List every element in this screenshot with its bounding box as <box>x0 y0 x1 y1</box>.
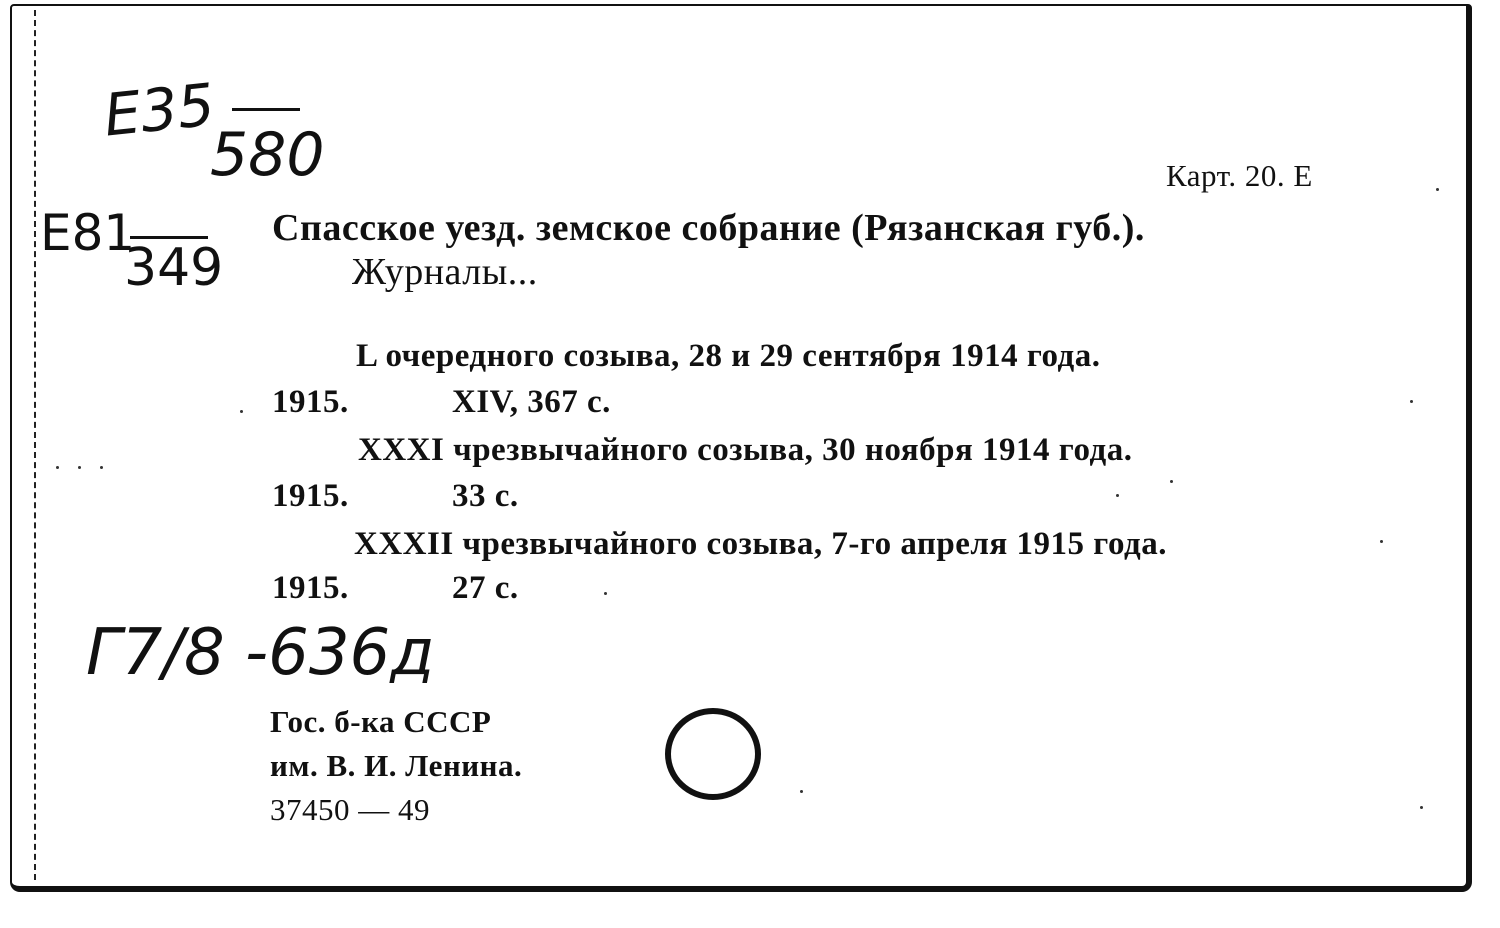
scan-speck <box>1420 806 1423 809</box>
entry-3-year: 1915. <box>272 570 349 606</box>
entry-2-title: XXXI чрезвычайного созыва, 30 ноября 1914 года. <box>358 432 1133 468</box>
punch-hole-circle <box>665 708 761 800</box>
library-line-1: Гос. б-ка СССР <box>270 704 492 739</box>
scan-speck <box>800 790 803 793</box>
shelf-mark-1-bottom: 580 <box>210 120 325 190</box>
scan-speck <box>100 466 103 469</box>
entry-3-pages: 27 с. <box>452 570 519 606</box>
shelf-mark-1-bar <box>232 108 300 111</box>
heading: Спасское уезд. земское собрание (Рязанская губ.). <box>272 207 1145 249</box>
scan-speck <box>1410 400 1413 403</box>
subheading: Журналы... <box>352 251 538 293</box>
scan-speck <box>1170 480 1173 483</box>
scan-speck <box>78 466 81 469</box>
shelf-mark-1-top: E35 <box>100 70 218 150</box>
card-number: Карт. 20. Е <box>1166 158 1313 193</box>
scan-speck <box>1436 188 1439 191</box>
scan-speck <box>56 466 59 469</box>
scan-speck <box>240 410 243 413</box>
entry-1-pages: XIV, 367 с. <box>452 384 611 420</box>
entry-1-year: 1915. <box>272 384 349 420</box>
entry-3-title: XXXII чрезвычайного созыва, 7-го апреля 1915 года. <box>354 526 1167 562</box>
entry-2-year: 1915. <box>272 478 349 514</box>
entry-1-title: L очередного созыва, 28 и 29 сентября 1914 года. <box>356 338 1101 374</box>
library-line-3: 37450 — 49 <box>270 792 430 827</box>
shelf-mark-2-top: E81 <box>40 204 136 262</box>
scan-speck <box>1380 540 1383 543</box>
scan-speck <box>604 592 607 595</box>
card-left-rule <box>34 10 36 880</box>
scan-speck <box>1116 494 1119 497</box>
library-line-2: им. В. И. Ленина. <box>270 748 523 783</box>
shelf-mark-2-bottom: 349 <box>124 238 224 298</box>
entry-2-pages: 33 с. <box>452 478 519 514</box>
shelf-mark-3: Г7/8 -636д <box>86 616 435 690</box>
